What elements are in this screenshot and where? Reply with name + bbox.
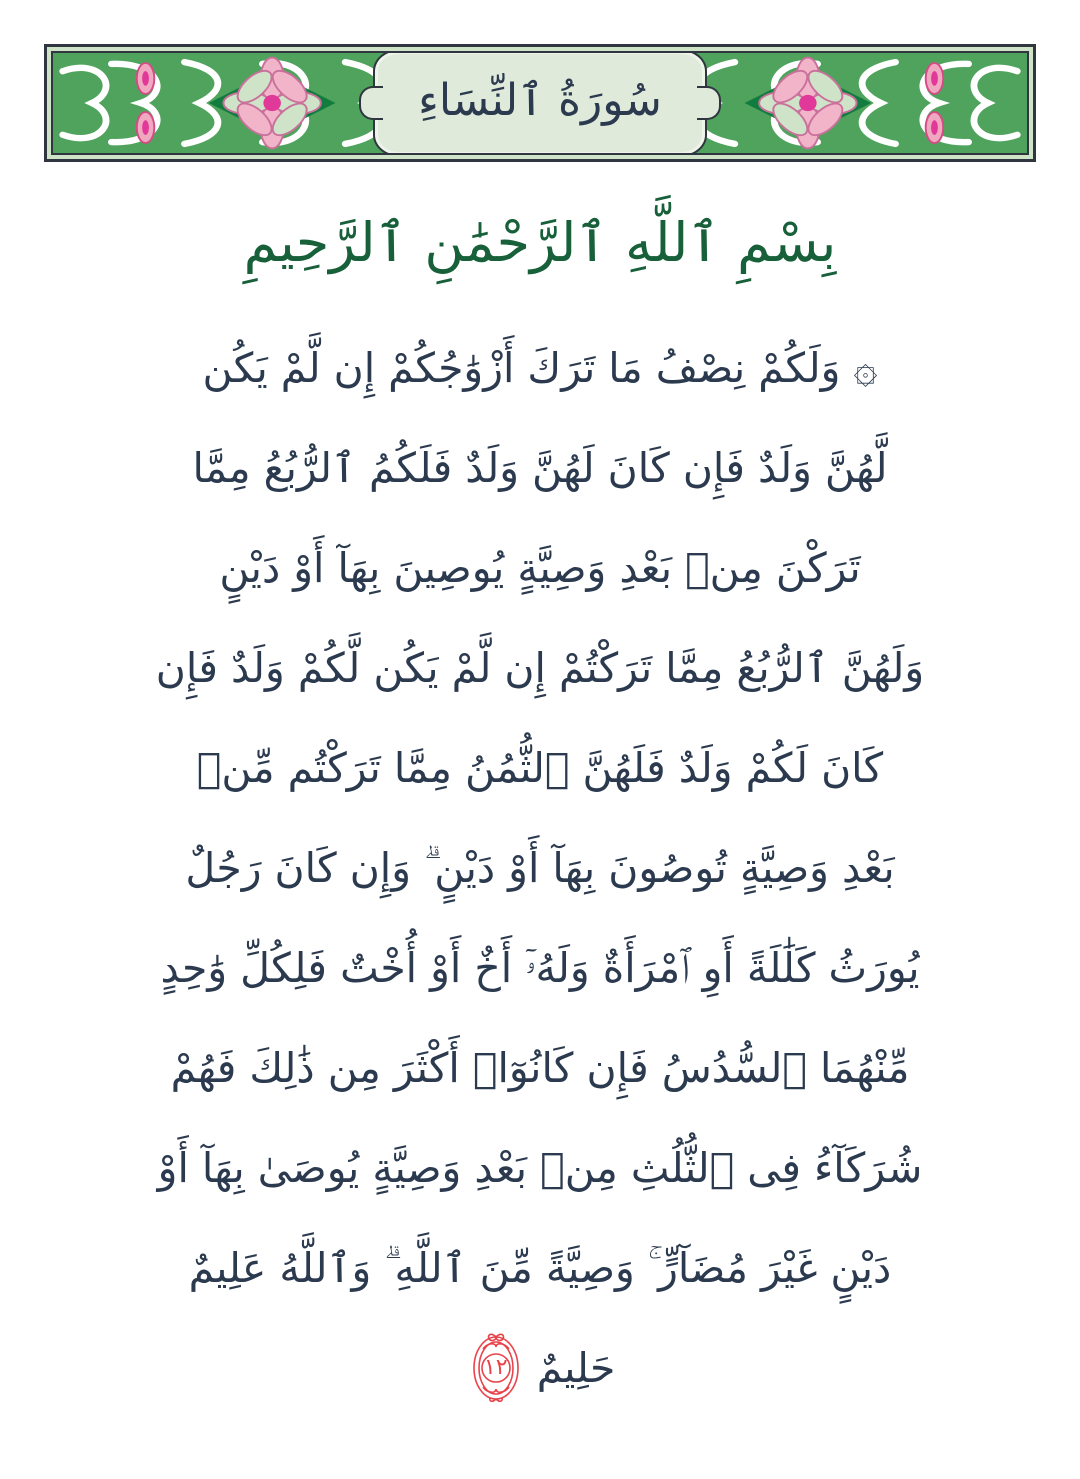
- ayah-number-text: ١٢: [483, 1355, 508, 1380]
- surah-title-text: سُورَةُ ٱلنِّسَاءِ: [418, 74, 662, 126]
- ayah-line: يُورَثُ كَلَٰلَةً أَوِ ٱمْرَأَةٌ وَلَهُۥٓ أَخٌ أَوْ أُخْتٌ فَلِكُلِّ وَٰحِدٍ: [160, 944, 920, 992]
- surah-title-cartouche: [373, 51, 707, 155]
- ayah-final-word: حَلِيمٌ: [536, 1344, 616, 1392]
- ayah-line: ۞ وَلَكُمْ نِصْفُ مَا تَرَكَ أَزْوَٰجُكُمْ إِن لَّمْ يَكُن: [202, 344, 878, 392]
- banner-inner-frame: [51, 51, 1029, 155]
- ayah-text-block: [72, 318, 1008, 1418]
- ayah-line: شُرَكَآءُ فِى ٱلثُّلُثِ مِنۢ بَعْدِ وَصِيَّةٍ يُوصَىٰ بِهَآ أَوْ: [157, 1144, 923, 1192]
- ayah-line: بَعْدِ وَصِيَّةٍ تُوصُونَ بِهَآ أَوْ دَيْنٍ ۗ وَإِن كَانَ رَجُلٌ: [185, 844, 895, 892]
- ayah-line: وَلَهُنَّ ٱلرُّبُعُ مِمَّا تَرَكْتُمْ إِن لَّمْ يَكُن لَّكُمْ وَلَدٌ فَإِن: [155, 644, 925, 692]
- ayah-final-line: [72, 1318, 1008, 1418]
- ayah-line: كَانَ لَكُمْ وَلَدٌ فَلَهُنَّ ٱلثُّمُنُ مِمَّا تَرَكْتُم مِّنۢ: [196, 744, 884, 792]
- surah-header-banner: [44, 44, 1036, 162]
- ayah-line: لَّهُنَّ وَلَدٌ فَإِن كَانَ لَهُنَّ وَلَدٌ فَلَكُمُ ٱلرُّبُعُ مِمَّا: [192, 444, 888, 492]
- ayah-line: تَرَكْنَ مِنۢ بَعْدِ وَصِيَّةٍ يُوصِينَ بِهَآ أَوْ دَيْنٍ: [219, 544, 861, 592]
- bismillah-text: بِسْمِ ٱللَّهِ ٱلرَّحْمَٰنِ ٱلرَّحِيمِ: [243, 211, 837, 274]
- ayah-line: مِّنْهُمَا ٱلسُّدُسُ فَإِن كَانُوٓا۟ أَكْثَرَ مِن ذَٰلِكَ فَهُمْ: [170, 1044, 910, 1092]
- ayah-number-medallion: [465, 1329, 527, 1407]
- ayah-line: دَيْنٍ غَيْرَ مُضَآرٍّ ۚ وَصِيَّةً مِّنَ ٱللَّهِ ۗ وَٱللَّهُ عَلِيمٌ: [188, 1244, 892, 1292]
